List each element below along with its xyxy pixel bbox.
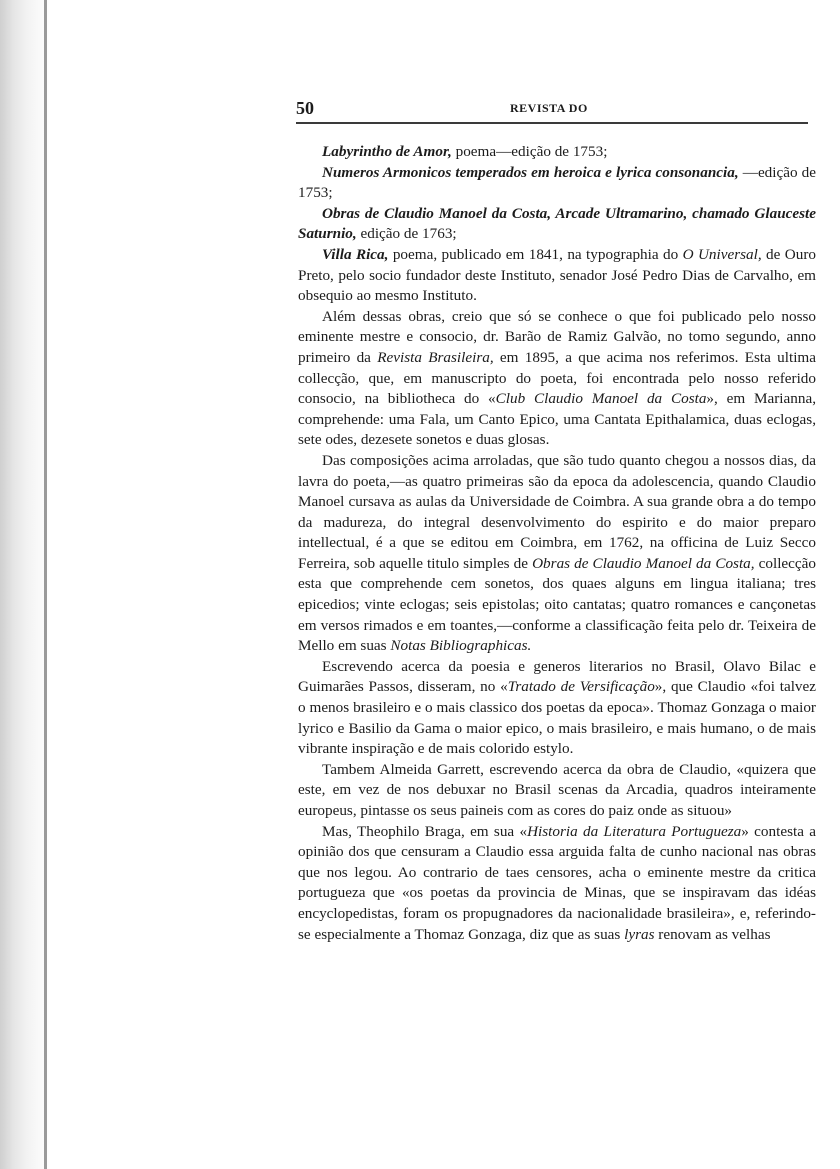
work-title: Villa Rica, [322,245,389,263]
paragraph-1 [298,307,816,451]
italic-run: Tratado de Versificação [507,678,655,696]
text-run: Além dessas obras, creio que só se conhece o que foi publicado pelo nosso eminente mestre e consocio, dr. Barão de Ramiz Galvão, no tomo segundo, anno primeiro da [298,307,816,366]
work-entry-numeros [298,163,816,204]
page-header [296,96,808,126]
page-body [298,142,816,945]
running-title: REVISTA DO [510,101,588,115]
italic-run: Historia da Literatura Portugueza [527,822,742,840]
page-number: 50 [296,98,314,118]
work-entry-villa-rica [298,245,816,307]
text-run: », em Marianna, comprehende: uma Fala, um Canto Epico, uma Cantata Epithalamica, duas eclogas, sete odes, dezesete sonetos e duas glosas. [298,390,816,449]
text-run: » contesta a opinião dos que censuram a Claudio essa arguida falta de cunho nacional nas obras que nos legou. Ao contrario de taes censores, acha o eminente mestre da critica portugueza que «os poetas da provincia de Minas, que se inspiravam das idéas encyclopedistas, foram os propugnadores da nacionalidade brasileira», e, referindo-se especialmente a Thomaz Gonzaga, diz que as suas [298,822,816,943]
italic-run: Obras de Claudio Manoel da Costa, [532,554,755,572]
work-title: Obras de Claudio Manoel da Costa, Arcade Ultramarino, chamado Glauceste Saturnio, [298,204,816,243]
text-run: Tambem Almeida Garrett, escrevendo acerca da obra de Claudio, «quizera que este, em vez de nos debuxar no Brasil scenas da Arcadia, quadros inteiramente europeus, pintasse os seus paineis com as cores do paiz onde as situou» [298,760,816,819]
newspaper-title: O Universal, [682,245,762,263]
italic-run: Club Claudio Manoel da Costa [495,390,707,408]
work-detail: poema—edição de 1753; [451,143,608,160]
work-entry-obras [298,204,816,245]
paragraph-3 [298,657,816,760]
italic-run: Revista Brasileira, [377,348,494,366]
italic-run: Notas Bibliographicas. [390,637,532,655]
text-run: collecção esta que comprehende cem sonetos, dos quaes alguns em lingua italiana; tres epicedios; vinte eclogas; seis epistolas; oito cantatas; quatro romances e cançonetas em versos rimados e em toantes,—conforme a classificação feita pelo dr. Teixeira de Mello em suas [298,554,816,655]
header-rule [296,122,808,124]
work-title: Numeros Armonicos temperados em heroica e lyrica consonancia, [322,163,739,181]
work-detail: de Ouro Preto, pelo socio fundador deste Instituto, senador José Pedro Dias de Carvalho, em obsequio ao mesmo Instituto. [298,245,816,305]
text-run: Das composições acima arroladas, que são tudo quanto chegou a nossos dias, da lavra do poeta,—as quatro primeiras são da epoca da adolescencia, quando Claudio Manoel cursava as aulas da Universidade de Coimbra. A sua grande obra a do tempo da madureza, do integral desenvolvimento do espirito e do maior preparo intellectual, é a que se editou em Coimbra, em 1762, na officina de Luiz Secco Ferreira, sob aquelle titulo simples de [298,451,816,572]
work-detail: —edição de 1753; [298,163,816,202]
paragraph-4 [298,760,816,822]
work-entry-labyrintho [298,142,816,163]
binding-edge-line [44,0,47,1169]
text-run: Escrevendo acerca da poesia e generos literarios no Brasil, Olavo Bilac e Guimarães Passos, disseram, no « [298,657,816,696]
text-run: Mas, Theophilo Braga, em sua « [322,822,528,840]
italic-run: lyras [624,925,655,943]
text-run: renovam as velhas [654,925,771,943]
paragraph-2 [298,451,816,657]
text-run: », que Claudio «foi talvez o menos brasileiro e o mais classico dos poetas da epoca». Thomaz Gonzaga o maior lyrico e Basilio da Gama o maior epico, o mais brasileiro, e mais humano, o de mais vibrante inspiração e de mais colorido estylo. [298,678,816,758]
work-detail: edição de 1763; [356,225,457,243]
work-title: Labyrintho de Amor, [322,143,452,160]
text-run: em 1895, a que acima nos referimos. Esta ultima collecção, que, em manuscripto do poeta, foi encontrada pelo nosso referido consocio, na bibliotheca do « [298,348,816,408]
scan-margin-shadow [0,0,50,1169]
work-detail: poema, publicado em 1841, na typographia do [388,245,683,263]
paragraph-5 [298,822,816,946]
